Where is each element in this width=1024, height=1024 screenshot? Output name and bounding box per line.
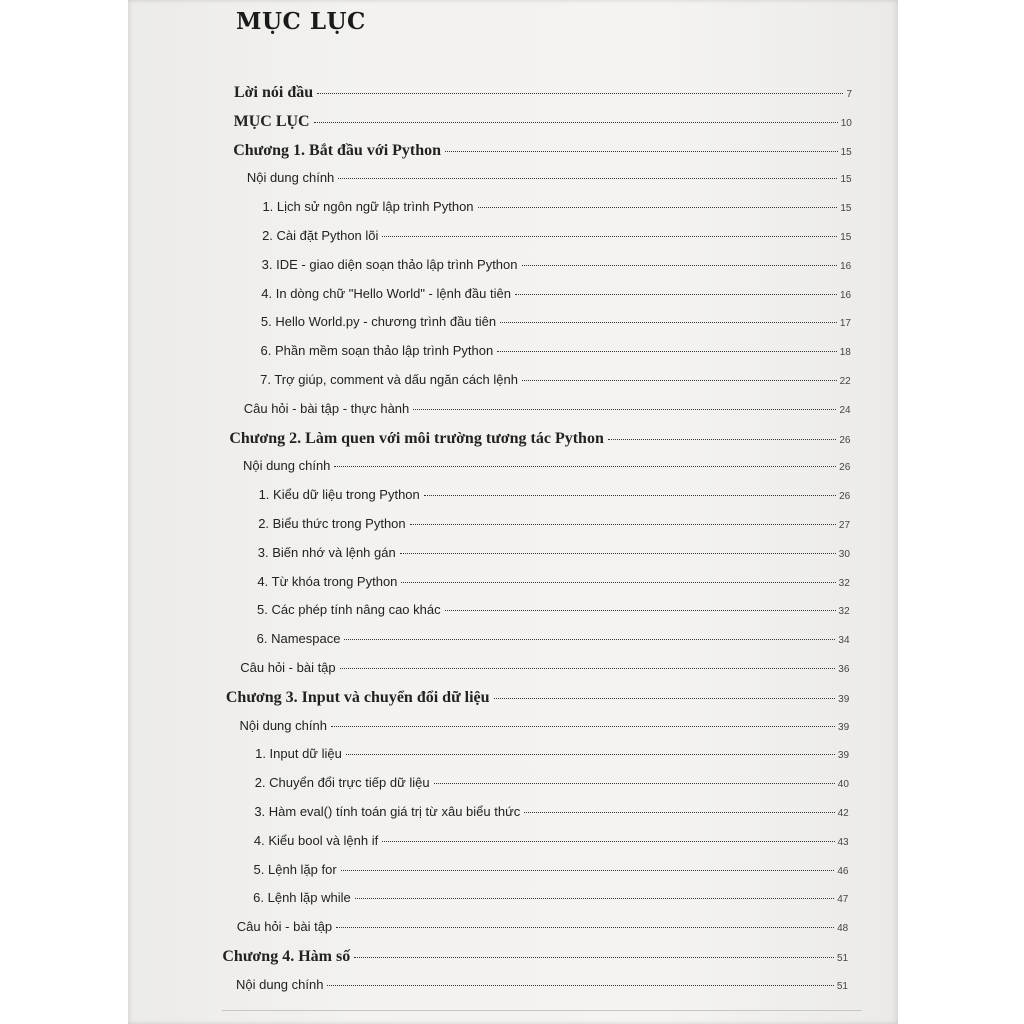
- toc-entry-item: [261, 286, 851, 310]
- toc-entry-label: 6. Phần mềm soạn thảo lập trình Python: [260, 343, 494, 359]
- toc-entry-label: Lời nói đầu: [234, 84, 314, 101]
- toc-entry-page-number: 39: [838, 693, 850, 705]
- dot-leader: [340, 668, 836, 669]
- toc-entry-page-number: 15: [840, 146, 852, 158]
- dot-leader: [500, 322, 837, 323]
- toc-entry-section: [239, 718, 849, 742]
- toc-entry-chapter: [229, 430, 850, 454]
- toc-entry-page-number: 15: [840, 174, 852, 186]
- toc-entry-section: [244, 401, 851, 425]
- dot-leader: [434, 783, 835, 784]
- toc-entry-page-number: 22: [839, 376, 851, 387]
- dot-leader: [522, 380, 837, 381]
- dot-leader: [314, 122, 838, 123]
- toc-entry-item: [257, 574, 849, 598]
- toc-entry-page-number: 10: [840, 117, 852, 129]
- toc-entry-page-number: 42: [837, 808, 849, 819]
- toc-entry-page-number: 18: [839, 347, 851, 359]
- toc-entry-label: 1. Kiểu dữ liệu trong Python: [258, 487, 420, 503]
- toc-entry-page-number: 30: [838, 548, 850, 560]
- toc-entry-chapter: [234, 84, 852, 108]
- toc-entry-chapter: [222, 948, 848, 972]
- toc-entry-label: 4. In dòng chữ "Hello World" - lệnh đầu tiên: [261, 285, 511, 301]
- toc-entry-item: [255, 775, 849, 799]
- toc-entry-section: [236, 977, 848, 1001]
- toc-entry-label: 7. Trợ giúp, comment và dấu ngăn cách lệnh: [260, 372, 518, 387]
- dot-leader: [497, 351, 836, 352]
- toc-entry-label: Nội dung chính: [242, 458, 331, 474]
- toc-entry-page-number: 7: [846, 89, 852, 100]
- toc-entry-item: [258, 545, 850, 569]
- toc-entry-page-number: 47: [837, 894, 849, 906]
- toc-entry-label: 4. Kiểu bool và lệnh if: [253, 832, 379, 848]
- toc-entry-label: Câu hỏi - bài tập: [236, 919, 333, 935]
- toc-entry-page-number: 40: [837, 779, 849, 791]
- toc-entry-item: [262, 257, 852, 281]
- toc-entry-section: [237, 919, 848, 943]
- dot-leader: [445, 151, 838, 152]
- toc-entry-label: 6. Lệnh lặp while: [253, 890, 351, 906]
- toc-entry-chapter: [234, 113, 852, 137]
- toc-entry-page-number: 15: [840, 232, 852, 243]
- dot-leader: [382, 236, 837, 237]
- dot-leader: [413, 409, 836, 410]
- toc-entry-page-number: 26: [839, 434, 851, 446]
- toc-entry-section: [240, 660, 849, 684]
- dot-leader: [331, 726, 835, 727]
- dot-leader: [478, 207, 838, 208]
- toc-entry-label: 3. Hàm eval() tính toán giá trị từ xâu biểu thức: [254, 804, 521, 819]
- toc-entry-page-number: 32: [838, 577, 850, 589]
- toc-entry-page-number: 17: [839, 318, 851, 330]
- toc-entry-item: [262, 228, 851, 252]
- dot-leader: [346, 754, 835, 755]
- toc-entry-label: 6. Namespace: [256, 631, 341, 647]
- toc-entry-label: 5. Hello World.py - chương trình đầu tiên: [260, 314, 497, 330]
- toc-entry-label: Chương 4. Hàm số: [222, 948, 351, 965]
- toc-entry-label: Nội dung chính: [246, 170, 335, 186]
- page-bottom-rule: [222, 1010, 862, 1011]
- toc-entry-page-number: 39: [837, 750, 850, 762]
- dot-leader: [354, 957, 834, 958]
- dot-leader: [317, 93, 843, 94]
- toc-entry-label: 1. Lịch sử ngôn ngữ lập trình Python: [262, 199, 474, 215]
- dot-leader: [401, 582, 835, 583]
- toc-entry-label: Nội dung chính: [239, 717, 327, 733]
- dot-leader: [341, 870, 835, 871]
- toc-entry-item: [254, 862, 849, 886]
- dot-leader: [336, 927, 834, 928]
- dot-leader: [355, 898, 835, 899]
- toc-entry-item: [262, 199, 851, 223]
- toc-entry-label: 2. Biểu thức trong Python: [258, 516, 406, 531]
- dot-leader: [382, 841, 834, 842]
- toc-entry-section: [247, 170, 852, 194]
- toc-entry-page-number: 32: [838, 606, 850, 618]
- toc-entry-page-number: 16: [839, 289, 852, 301]
- dot-leader: [327, 985, 833, 986]
- toc-entry-item: [254, 833, 849, 857]
- dot-leader: [524, 812, 834, 813]
- dot-leader: [334, 466, 836, 467]
- toc-entry-item: [259, 487, 851, 511]
- toc-entry-label: 2. Chuyển đổi trực tiếp dữ liệu: [254, 775, 430, 791]
- dot-leader: [338, 178, 837, 179]
- toc-entry-page-number: 36: [838, 664, 850, 675]
- toc-entry-label: 2. Cài đặt Python lõi: [262, 228, 379, 243]
- page-title: MỤC LỤC: [236, 8, 366, 35]
- toc-entry-item: [255, 746, 849, 770]
- toc-entry-label: Câu hỏi - bài tập: [240, 660, 336, 675]
- toc-entry-page-number: 39: [838, 721, 850, 733]
- toc-entry-item: [253, 890, 848, 914]
- toc-entry-item: [257, 602, 850, 626]
- toc-entry-label: 5. Các phép tính nâng cao khác: [257, 602, 441, 618]
- dot-leader: [494, 698, 836, 699]
- toc-entry-label: 1. Input dữ liệu: [255, 746, 342, 762]
- dot-leader: [522, 265, 838, 266]
- dot-leader: [344, 639, 835, 640]
- toc-entry-page-number: 51: [836, 980, 848, 992]
- toc-entry-chapter: [226, 689, 849, 713]
- toc-entry-page-number: 51: [836, 953, 849, 964]
- toc-entry-item: [258, 516, 850, 540]
- toc-entry-page-number: 43: [837, 836, 849, 848]
- toc-entry-label: Chương 1. Bắt đầu với Python: [233, 141, 442, 159]
- toc-entry-item: [260, 372, 851, 396]
- toc-entry-label: Câu hỏi - bài tập - thực hành: [243, 400, 410, 416]
- toc-entry-page-number: 24: [839, 404, 851, 416]
- toc-entry-page-number: 15: [840, 203, 852, 215]
- toc-entry-item: [261, 314, 851, 338]
- toc-entry-label: 4. Từ khóa trong Python: [257, 573, 398, 589]
- toc-entry-section: [243, 458, 850, 482]
- dot-leader: [424, 495, 836, 496]
- dot-leader: [515, 294, 837, 295]
- dot-leader: [400, 553, 836, 554]
- toc-entry-page-number: 26: [839, 491, 851, 503]
- toc-entry-page-number: 48: [837, 923, 849, 935]
- toc-entry-page-number: 26: [839, 462, 851, 474]
- toc-entry-page-number: 46: [837, 865, 849, 877]
- toc-entry-label: 5. Lệnh lặp for: [253, 861, 337, 877]
- toc-entry-label: 3. Biến nhớ và lệnh gán: [257, 544, 396, 560]
- toc-entry-item: [257, 631, 850, 655]
- dot-leader: [608, 439, 836, 440]
- toc-entry-page-number: 27: [838, 520, 851, 531]
- toc-entry-page-number: 34: [838, 635, 850, 647]
- toc-entry-item: [254, 804, 848, 828]
- toc-entry-item: [261, 343, 851, 367]
- toc-entry-label: MỤC LỤC: [233, 112, 310, 130]
- toc-entry-label: Nội dung chính: [236, 976, 324, 992]
- toc-entry-page-number: 16: [840, 260, 852, 272]
- dot-leader: [445, 610, 836, 611]
- toc-entry-label: Chương 2. Làm quen với môi trường tương tác Python: [229, 429, 604, 447]
- toc-entry-label: Chương 3. Input và chuyển đổi dữ liệu: [225, 688, 490, 706]
- dot-leader: [410, 524, 836, 525]
- toc-entry-chapter: [233, 142, 852, 166]
- toc-entry-label: 3. IDE - giao diện soạn thảo lập trình Python: [261, 256, 518, 272]
